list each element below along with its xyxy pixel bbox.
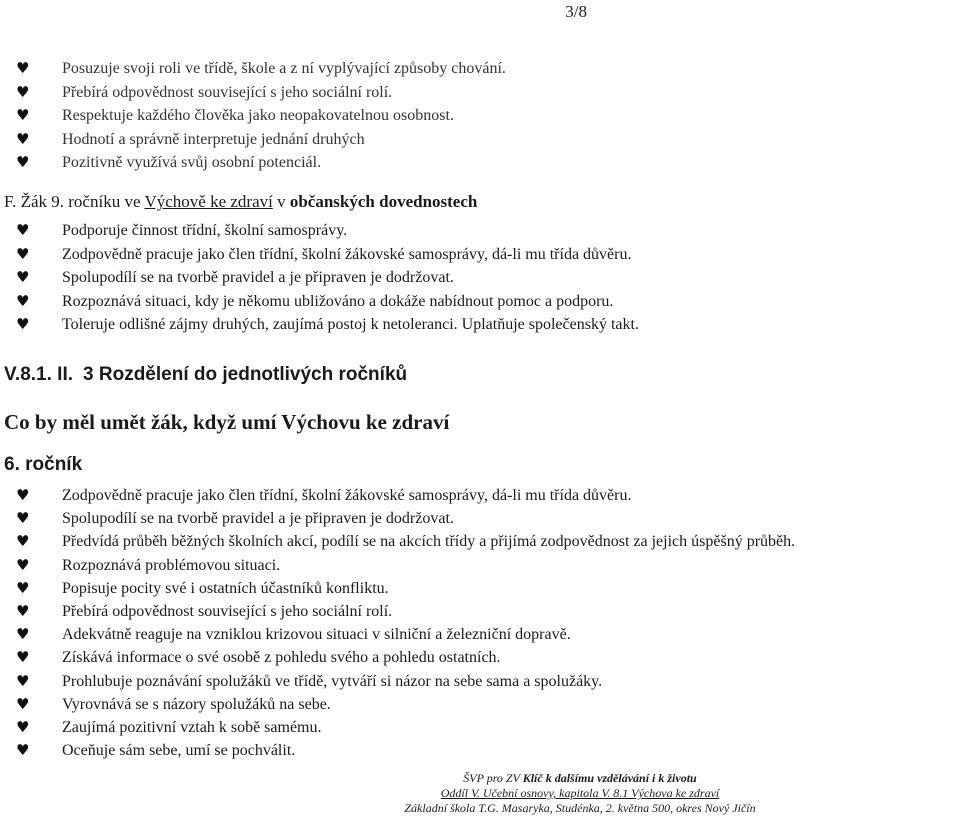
heart-icon: ♥ xyxy=(16,129,30,148)
grade9-civic-skills-heading: F. Žák 9. ročníku ve Výchově ke zdraví v občanských dovednostech xyxy=(4,192,478,211)
list-item: ♥ Spolupodílí se na tvorbě pravidel a je připraven je dodržovat. xyxy=(16,266,639,290)
page-number: 3/8 xyxy=(565,2,587,21)
subtitle: Co by měl umět žák, když umí Výchovu ke zdraví xyxy=(4,410,450,434)
list-item: ♥ Posuzuje svoji roli ve třídě, škole a z ní vyplývající způsoby chování. xyxy=(16,57,506,81)
heart-icon: ♥ xyxy=(16,532,30,551)
section-title: 3 Rozdělení do jednotlivých ročníků xyxy=(83,364,408,385)
list-item: ♥ Vyrovnává se s názory spolužáků na sebe. xyxy=(16,693,795,716)
list-item: ♥ Toleruje odlišné zájmy druhých, zaujímá postoj k netoleranci. Uplatňuje společenský takt. xyxy=(16,313,639,337)
heart-icon: ♥ xyxy=(16,82,30,101)
list-item: ♥ Přebírá odpovědnost související s jeho sociální rolí. xyxy=(16,600,795,623)
list-item: ♥ Zodpovědně pracuje jako člen třídní, školní žákovské samosprávy, dá-li mu třída důvěru. xyxy=(16,243,639,267)
heart-icon: ♥ xyxy=(16,244,30,263)
list-item: ♥ Adekvátně reaguje na vzniklou krizovou situaci v silniční a železniční dopravě. xyxy=(16,623,795,646)
section-heading xyxy=(4,364,407,386)
list-item: ♥ Podporuje činnost třídní, školní samosprávy. xyxy=(16,219,639,243)
heart-icon: ♥ xyxy=(16,153,30,171)
list-item: ♥ Rozpoznává situaci, kdy je někomu ubližováno a dokáže nabídnout pomoc a podporu. xyxy=(16,290,639,314)
list-item: ♥ Oceňuje sám sebe, umí se pochválit. xyxy=(16,739,795,762)
list-item: ♥ Respektuje každého člověka jako neopakovatelnou osobnost. xyxy=(16,104,506,128)
list-item: ♥ Prohlubuje poznávání spolužáků ve třídě, vytváří si názor na sebe sama a spolužáky. xyxy=(16,670,795,693)
heart-icon: ♥ xyxy=(16,648,30,667)
heart-icon: ♥ xyxy=(16,717,30,736)
heart-icon: ♥ xyxy=(16,625,30,644)
competency-list-2 xyxy=(16,219,639,337)
grade6-competency-list xyxy=(16,484,795,762)
heart-icon: ♥ xyxy=(16,671,30,690)
heart-icon: ♥ xyxy=(16,578,30,597)
list-item: ♥ Předvídá průběh běžných školních akcí, podílí se na akcích třídy a přijímá zodpovědnost za jejich úspěšný průběh. xyxy=(16,530,795,553)
heart-icon: ♥ xyxy=(16,601,30,620)
list-item: ♥ Zodpovědně pracuje jako člen třídní, školní žákovské samosprávy, dá-li mu třída důvěru. xyxy=(16,484,795,507)
list-item: ♥ Pozitivně využívá svůj osobní potenciál. xyxy=(16,151,506,175)
heart-icon: ♥ xyxy=(16,106,30,124)
heart-icon: ♥ xyxy=(16,509,30,528)
list-item: ♥ Rozpoznává problémovou situaci. xyxy=(16,554,795,577)
list-item: ♥ Přebírá odpovědnost související s jeho sociální rolí. xyxy=(16,81,506,105)
competency-list-1 xyxy=(16,57,506,175)
heart-icon: ♥ xyxy=(16,315,30,333)
heart-icon: ♥ xyxy=(16,694,30,713)
heart-icon: ♥ xyxy=(16,291,30,310)
footer-line-2: Oddíl V. Učební osnovy, kapitola V. 8.1 Výchova ke zdraví xyxy=(440,786,720,800)
section-number: V.8.1. II. xyxy=(4,364,74,385)
list-item: ♥ Popisuje pocity své i ostatních účastníků konfliktu. xyxy=(16,577,795,600)
heart-icon: ♥ xyxy=(16,741,30,760)
heart-icon: ♥ xyxy=(16,555,30,574)
list-item: ♥ Hodnotí a správně interpretuje jednání druhých xyxy=(16,128,506,152)
heart-icon: ♥ xyxy=(16,486,30,504)
list-item: ♥ Spolupodílí se na tvorbě pravidel a je připraven je dodržovat. xyxy=(16,507,795,530)
heart-icon: ♥ xyxy=(16,221,30,239)
list-item: ♥ Zaujímá pozitivní vztah k sobě samému. xyxy=(16,716,795,739)
heart-icon: ♥ xyxy=(16,268,30,286)
footer-line-3: Základní škola T.G. Masaryka, Studénka, 2. května 500, okres Nový Jičín xyxy=(404,801,756,815)
footer-line-1: ŠVP pro ZV Klíč k dalšímu vzdělávání i k životu xyxy=(463,771,697,785)
heart-icon: ♥ xyxy=(16,59,30,77)
grade-heading: 6. ročník xyxy=(4,454,83,475)
list-item: ♥ Získává informace o své osobě z pohledu svého a pohledu ostatních. xyxy=(16,646,795,669)
page-footer xyxy=(400,771,760,816)
